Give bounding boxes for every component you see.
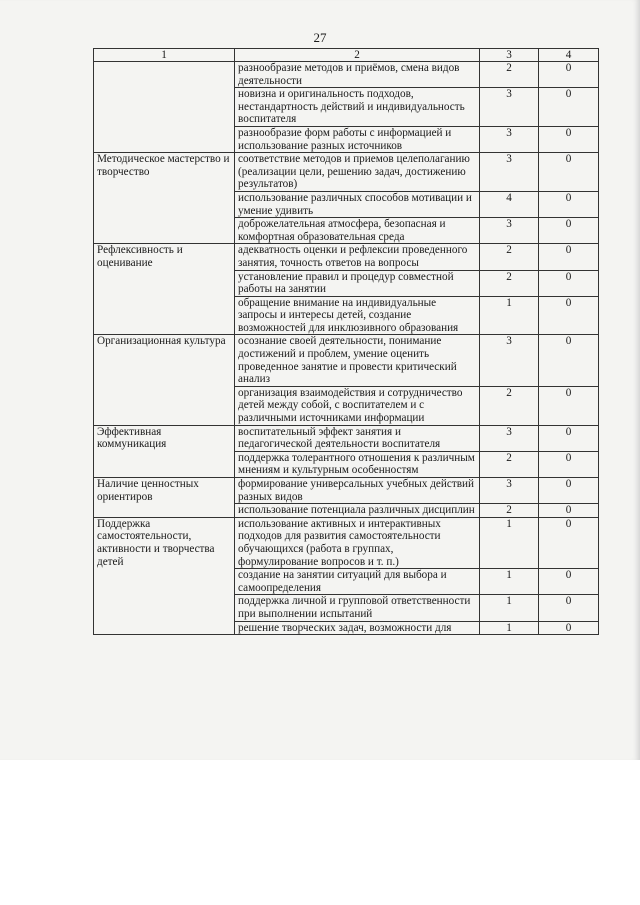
column-header: 2	[235, 49, 480, 62]
indicator-cell: поддержка личной и групповой ответственности при выполнении испытаний	[235, 595, 480, 621]
score-cell: 1	[480, 517, 539, 568]
extra-cell: 0	[539, 244, 599, 270]
score-cell: 3	[480, 88, 539, 127]
table-body	[94, 62, 599, 635]
extra-cell: 0	[539, 270, 599, 296]
indicator-cell: установление правил и процедур совместной работы на занятии	[235, 270, 480, 296]
score-cell: 2	[480, 504, 539, 518]
extra-cell: 0	[539, 386, 599, 425]
column-header: 3	[480, 49, 539, 62]
score-cell: 3	[480, 153, 539, 192]
criterion-cell: Методическое мастерство и творчество	[94, 153, 235, 244]
table-row	[94, 425, 599, 451]
extra-cell: 0	[539, 153, 599, 192]
extra-cell: 0	[539, 595, 599, 621]
table-row	[94, 478, 599, 504]
column-header: 1	[94, 49, 235, 62]
indicator-cell: использование потенциала различных дисциплин	[235, 504, 480, 518]
criterion-cell: Рефлексивность и оценивание	[94, 244, 235, 335]
indicator-cell: использование активных и интерактивных подходов для развития самостоятельности обучающихся (работа в группах, формулирование вопросов и т. п.)	[235, 517, 480, 568]
indicator-cell: организация взаимодействия и сотрудничество детей между собой, с воспитателем и с различными источниками информации	[235, 386, 480, 425]
indicator-cell: адекватность оценки и рефлексии проведенного занятия, точность ответов на вопросы	[235, 244, 480, 270]
score-cell: 2	[480, 62, 539, 88]
indicator-cell: обращение внимание на индивидуальные запросы и интересы детей, создание возможностей для инклюзивного образования	[235, 296, 480, 335]
page-number: 27	[313, 30, 327, 45]
extra-cell: 0	[539, 425, 599, 451]
criterion-cell: Эффективная коммуникация	[94, 425, 235, 477]
table-row	[94, 335, 599, 386]
extra-cell: 0	[539, 478, 599, 504]
indicator-cell: осознание своей деятельности, понимание достижений и проблем, умение оценить проведенное занятие и провести критический анализ	[235, 335, 480, 386]
extra-cell: 0	[539, 218, 599, 244]
score-cell: 3	[480, 126, 539, 152]
score-cell: 2	[480, 386, 539, 425]
extra-cell: 0	[539, 569, 599, 595]
score-cell: 1	[480, 569, 539, 595]
extra-cell: 0	[539, 88, 599, 127]
table-row	[94, 244, 599, 270]
indicator-cell: воспитательный эффект занятия и педагогической деятельности воспитателя	[235, 425, 480, 451]
score-cell: 3	[480, 218, 539, 244]
criterion-cell: Поддержка самостоятельности, активности и творчества детей	[94, 517, 235, 634]
extra-cell: 0	[539, 296, 599, 335]
indicator-cell: соответствие методов и приемов целеполаганию (реализации цели, решению задач, достижению результатов)	[235, 153, 480, 192]
indicator-cell: решение творческих задач, возможности для	[235, 621, 480, 635]
score-cell: 2	[480, 244, 539, 270]
criterion-cell	[94, 62, 235, 153]
score-cell: 1	[480, 621, 539, 635]
table-row	[94, 62, 599, 88]
score-cell: 3	[480, 335, 539, 386]
score-cell: 2	[480, 451, 539, 477]
indicator-cell: новизна и оригинальность подходов, нестандартность действий и индивидуальность воспитателя	[235, 88, 480, 127]
criterion-cell: Организационная культура	[94, 335, 235, 425]
indicator-cell: создание на занятии ситуаций для выбора и самоопределения	[235, 569, 480, 595]
score-cell: 4	[480, 191, 539, 217]
score-cell: 2	[480, 270, 539, 296]
indicator-cell: формирование универсальных учебных действий разных видов	[235, 478, 480, 504]
extra-cell: 0	[539, 126, 599, 152]
assessment-table	[93, 48, 599, 635]
score-cell: 3	[480, 425, 539, 451]
criterion-cell: Наличие ценностных ориентиров	[94, 478, 235, 518]
score-cell: 1	[480, 595, 539, 621]
table-row	[94, 153, 599, 192]
table-header-row	[94, 49, 599, 62]
extra-cell: 0	[539, 335, 599, 386]
indicator-cell: использование различных способов мотивации и умение удивить	[235, 191, 480, 217]
column-header: 4	[539, 49, 599, 62]
indicator-cell: поддержка толерантного отношения к различным мнениям и культурным особенностям	[235, 451, 480, 477]
extra-cell: 0	[539, 451, 599, 477]
extra-cell: 0	[539, 504, 599, 518]
indicator-cell: доброжелательная атмосфера, безопасная и комфортная образовательная среда	[235, 218, 480, 244]
extra-cell: 0	[539, 191, 599, 217]
table-row	[94, 517, 599, 568]
extra-cell: 0	[539, 517, 599, 568]
score-cell: 1	[480, 296, 539, 335]
extra-cell: 0	[539, 621, 599, 635]
indicator-cell: разнообразие форм работы с информацией и использование разных источников	[235, 126, 480, 152]
indicator-cell: разнообразие методов и приёмов, смена видов деятельности	[235, 62, 480, 88]
extra-cell: 0	[539, 62, 599, 88]
score-cell: 3	[480, 478, 539, 504]
